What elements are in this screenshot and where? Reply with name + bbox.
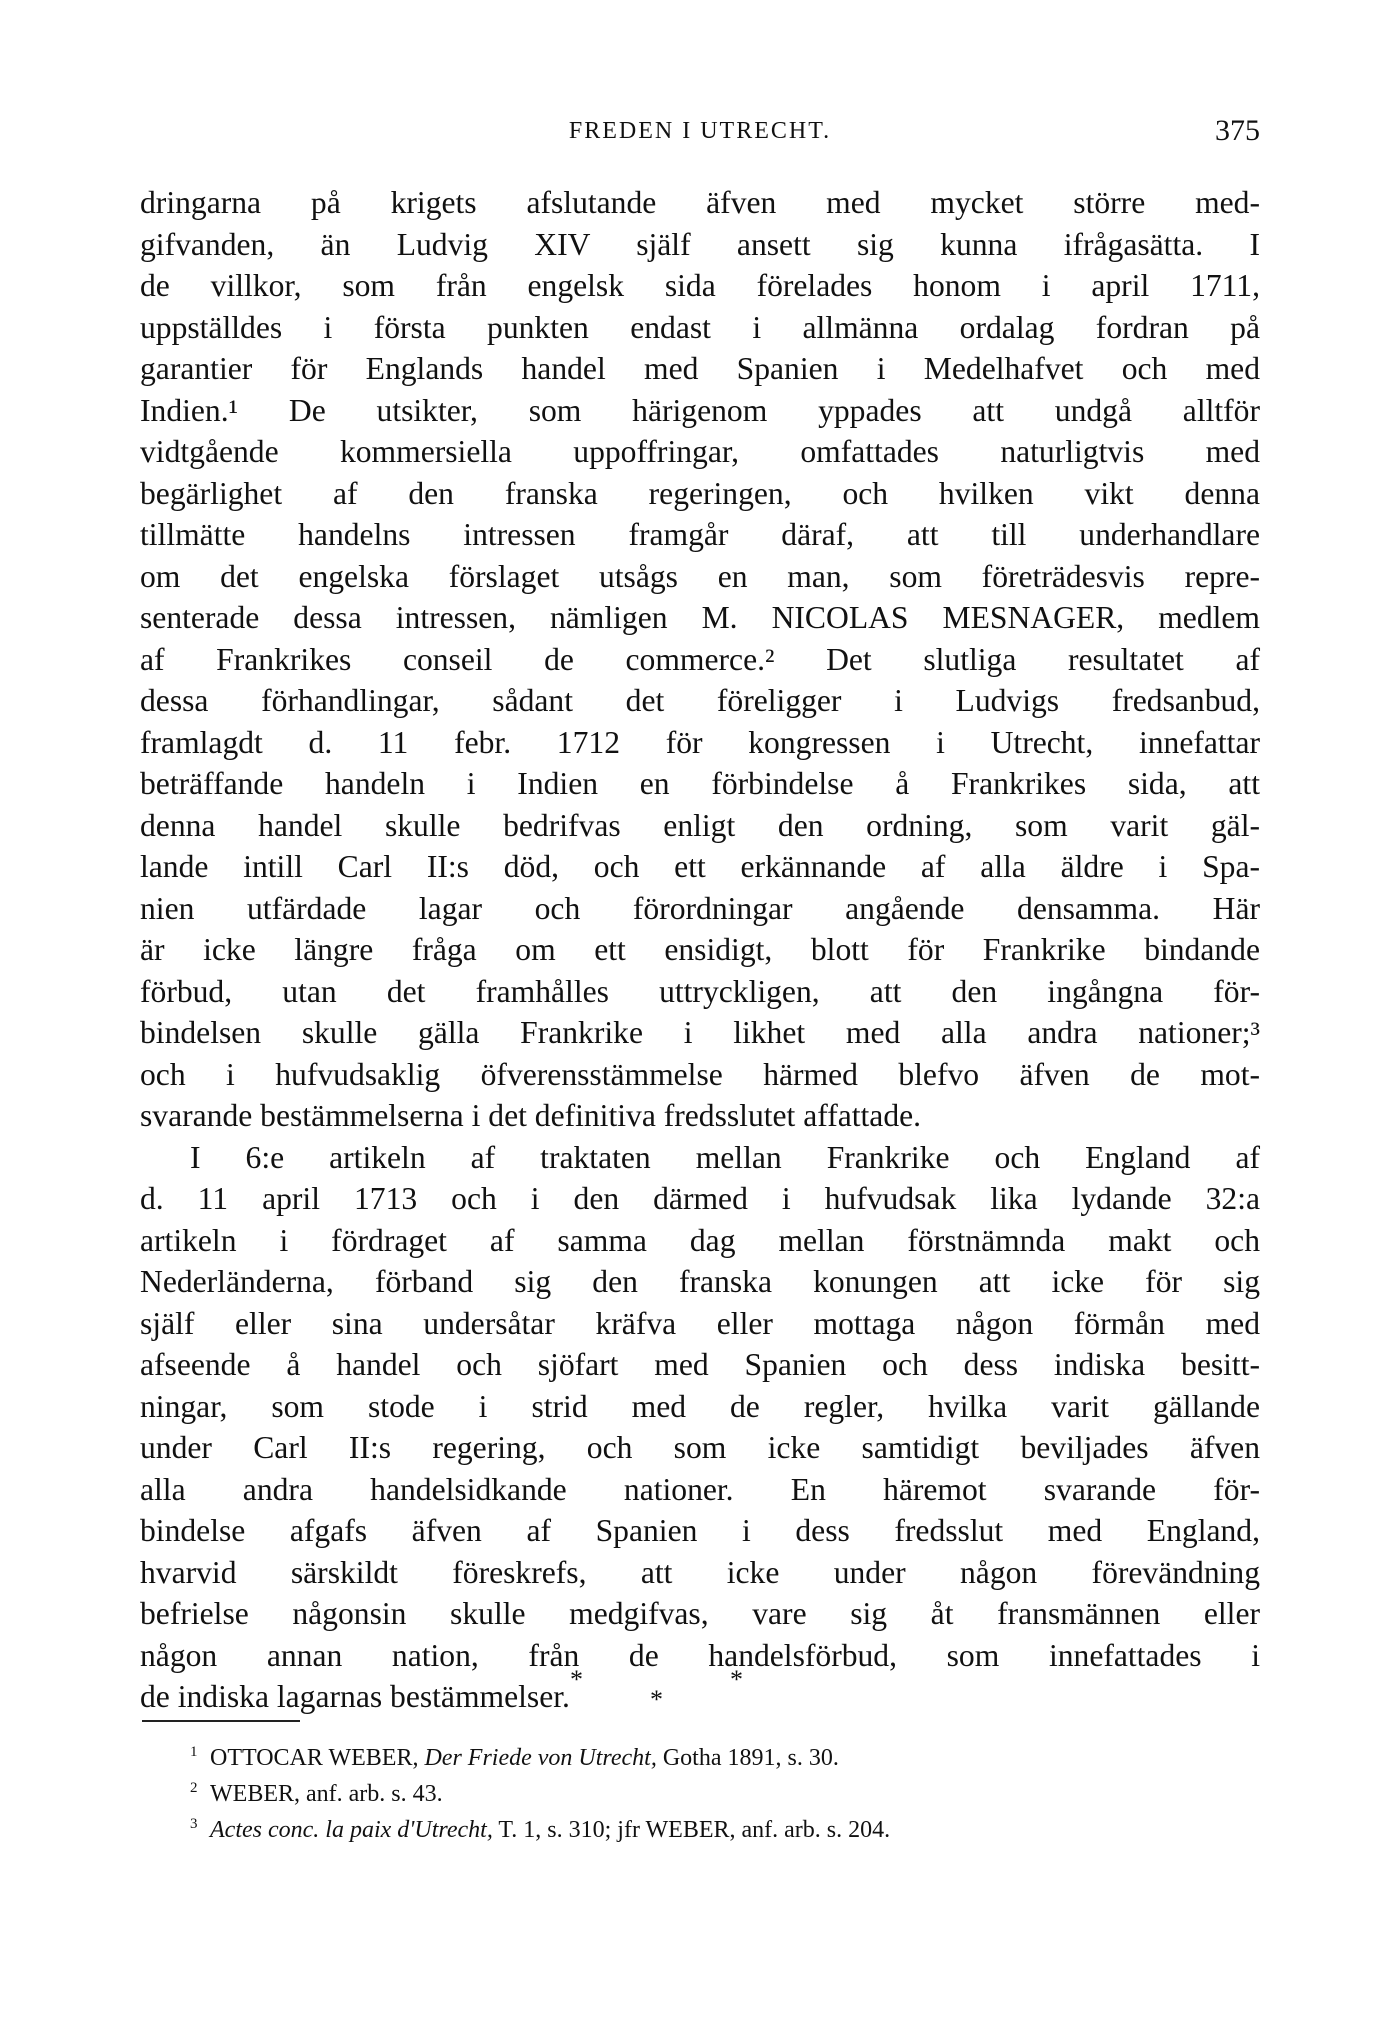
section-ornament xyxy=(560,1665,780,1725)
text-line: ningar, som stode i strid med de regler, hvilka varit gällande xyxy=(140,1388,1260,1424)
footnotes xyxy=(190,1740,1270,1848)
text-line: bindelse afgafs äfven af Spanien i dess fredsslut med England, xyxy=(140,1513,1260,1548)
text-line: uppställdes i första punkten endast i allmänna ordalag fordran på xyxy=(140,309,1260,345)
text-line: begärlighet af den franska regeringen, och hvilken vikt denna xyxy=(140,475,1260,511)
text-line: dringarna på krigets afslutande äfven med mycket större med- xyxy=(140,185,1260,220)
text-line: själf eller sina undersåtar kräfva eller mottaga någon förmån med xyxy=(140,1305,1260,1341)
footnote-2 xyxy=(190,1776,1270,1812)
footnote-mark: 3 xyxy=(190,1816,198,1832)
footnote-mark: 1 xyxy=(190,1744,198,1760)
text-line: beträffande handeln i Indien en förbindelse å Frankrikes sida, att xyxy=(140,766,1260,801)
footnote-author: OTTOCAR WEBER, xyxy=(210,1745,419,1771)
running-head xyxy=(140,114,1260,158)
text-line: är icke längre fråga om ett ensidigt, blott för Frankrike bindande xyxy=(140,932,1260,967)
text-line: alla andra handelsidkande nationer. En häremot svarande för- xyxy=(140,1471,1260,1507)
text-line: afseende å handel och sjöfart med Spanien och dess indiska besitt- xyxy=(140,1347,1260,1382)
running-title: FREDEN I UTRECHT. xyxy=(568,118,832,144)
text-line: dessa förhandlingar, sådant det föreligger i Ludvigs fredsanbud, xyxy=(140,683,1260,718)
footnote-rest: T. 1, s. 310; jfr WEBER, anf. arb. s. 204. xyxy=(498,1817,891,1843)
text-line: och i hufvudsaklig öfverensstämmelse härmed blefvo äfven de mot- xyxy=(140,1056,1260,1092)
paragraph-end-line: de indiska lagarnas bestämmelser. xyxy=(140,1679,570,1714)
text-line: af Frankrikes conseil de commerce.² Det slutliga resultatet af xyxy=(140,641,1260,677)
footnote-mark: 2 xyxy=(190,1780,198,1796)
text-line: bindelsen skulle gälla Frankrike i likhet med alla andra nationer;³ xyxy=(140,1015,1260,1050)
footnote-rule xyxy=(142,1720,300,1722)
footnote-3 xyxy=(190,1812,1270,1848)
text-line: nien utfärdade lagar och förordningar angående densamma. Här xyxy=(140,890,1260,926)
paragraph-start-line: I 6:e artikeln af traktaten mellan Frankrike och England af xyxy=(190,1139,1260,1175)
text-line: Indien.¹ De utsikter, som härigenom yppades att undgå alltför xyxy=(140,392,1260,428)
text-line: Nederländerna, förband sig den franska konungen att icke för sig xyxy=(140,1264,1260,1299)
asterisk: * xyxy=(650,1685,663,1714)
text-line: någon annan nation, från de handelsförbud, som innefattades i xyxy=(140,1637,1260,1673)
footnote-title: Actes conc. la paix d'Utrecht, xyxy=(210,1817,493,1843)
text-line: de villkor, som från engelsk sida förelades honom i april 1711, xyxy=(140,268,1260,303)
text-line: lande intill Carl II:s död, och ett erkännande af alla äldre i Spa- xyxy=(140,849,1260,884)
text-line: befrielse någonsin skulle medgifvas, vare sig åt fransmännen eller xyxy=(140,1596,1260,1631)
text-line: framlagdt d. 11 febr. 1712 för kongressen i Utrecht, innefattar xyxy=(140,724,1260,760)
paragraph-end-line: svarande bestämmelserna i det definitiva fredsslutet affattade. xyxy=(140,1098,922,1133)
footnote-author: WEBER, xyxy=(210,1781,300,1807)
asterisk: * xyxy=(730,1665,743,1694)
footnote-title: Der Friede von Utrecht, xyxy=(424,1745,657,1771)
text-line: gifvanden, än Ludvig XIV själf ansett sig kunna ifrågasätta. I xyxy=(140,226,1260,262)
footnote-1 xyxy=(190,1740,1270,1776)
text-line: d. 11 april 1713 och i den därmed i hufvudsak lika lydande 32:a xyxy=(140,1181,1260,1216)
page-number: 375 xyxy=(1215,114,1260,147)
text-line: hvarvid särskildt föreskrefs, att icke under någon förevändning xyxy=(140,1554,1260,1590)
text-line: senterade dessa intressen, nämligen M. NICOLAS MESNAGER, medlem xyxy=(140,600,1260,635)
text-line: denna handel skulle bedrifvas enligt den ordning, som varit gäl- xyxy=(140,807,1260,843)
footnote-rest: anf. arb. s. 43. xyxy=(306,1781,443,1807)
text-line: om det engelska förslaget utsågs en man, som företrädesvis repre- xyxy=(140,558,1260,594)
body-text xyxy=(140,182,1260,1718)
asterisk: * xyxy=(570,1665,583,1694)
text-line: garantier för Englands handel med Spanien i Medelhafvet och med xyxy=(140,351,1260,386)
text-line: vidtgående kommersiella uppoffringar, omfattades naturligtvis med xyxy=(140,434,1260,469)
text-line: tillmätte handelns intressen framgår däraf, att till underhandlare xyxy=(140,517,1260,552)
text-line: under Carl II:s regering, och som icke samtidigt beviljades äfven xyxy=(140,1430,1260,1465)
text-line: artikeln i fördraget af samma dag mellan förstnämnda makt och xyxy=(140,1222,1260,1258)
footnote-rest: Gotha 1891, s. 30. xyxy=(662,1745,839,1771)
text-line: förbud, utan det framhålles uttryckligen, att den ingångna för- xyxy=(140,973,1260,1009)
